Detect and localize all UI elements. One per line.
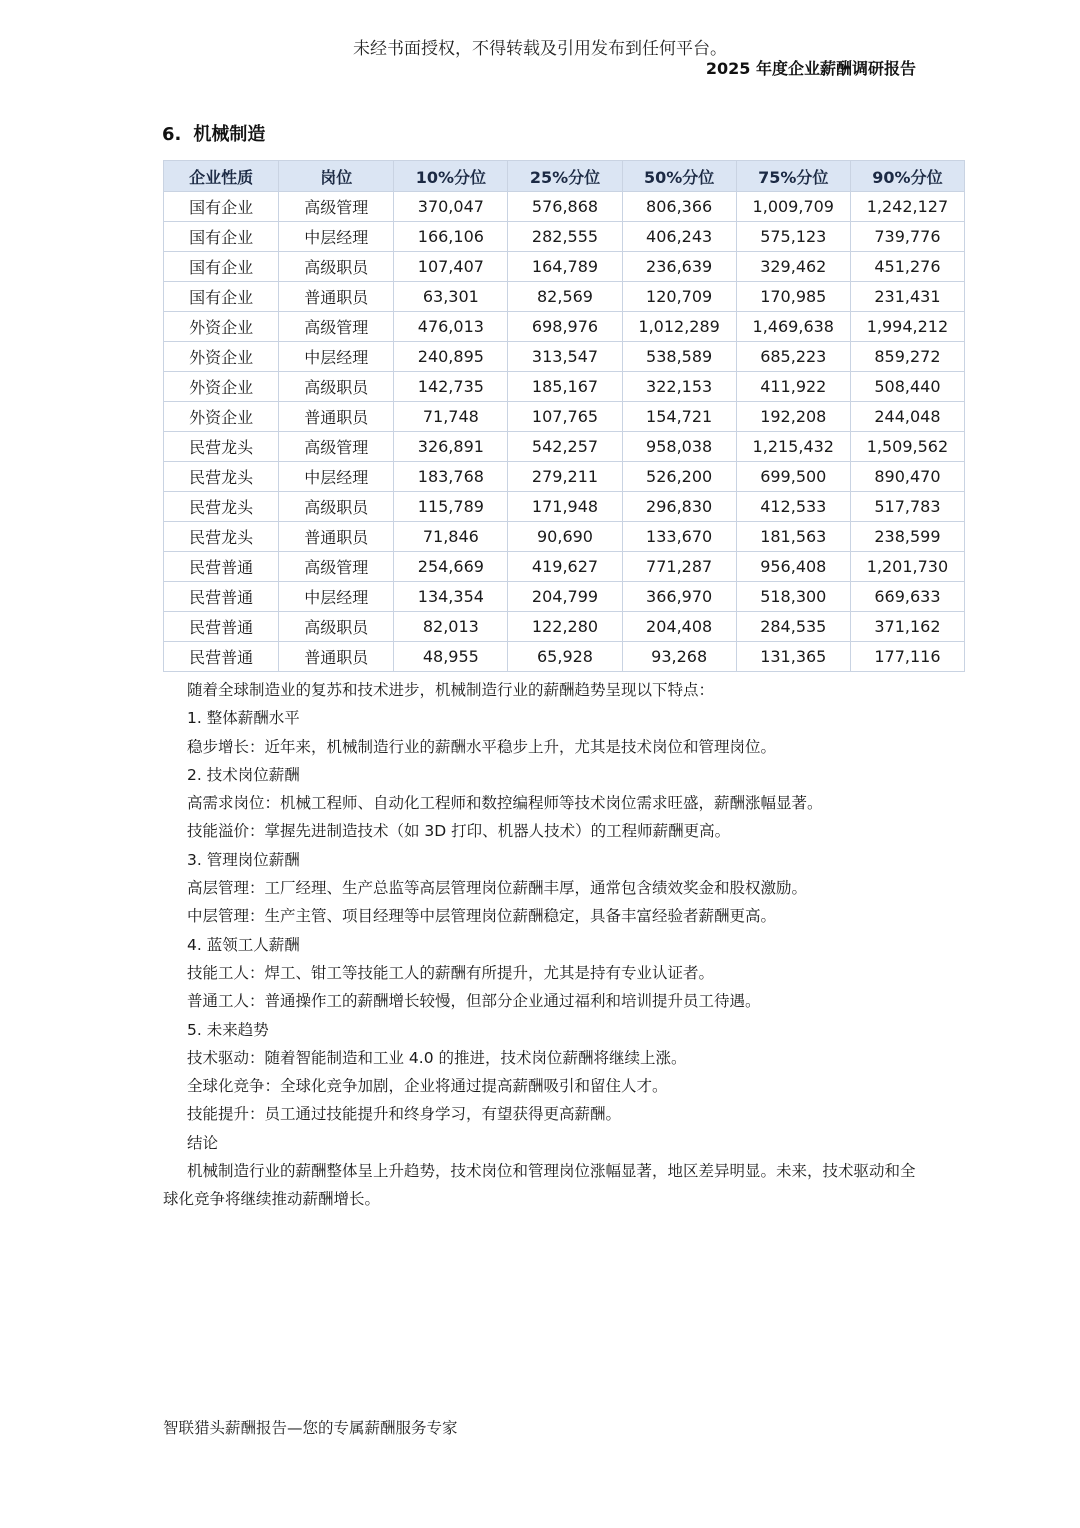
enterprise-type-cell: 国有企业 <box>164 192 279 222</box>
enterprise-type-cell: 民营龙头 <box>164 492 279 522</box>
p75-cell: 412,533 <box>736 492 850 522</box>
table-row <box>164 192 965 222</box>
p75-cell: 170,985 <box>736 282 850 312</box>
p10-cell: 107,407 <box>394 252 508 282</box>
p90-cell: 859,272 <box>850 342 964 372</box>
table-row <box>164 402 965 432</box>
position-cell: 高级管理 <box>279 192 394 222</box>
p90-cell: 244,048 <box>850 402 964 432</box>
p90-cell: 1,509,562 <box>850 432 964 462</box>
p90-cell: 669,633 <box>850 582 964 612</box>
p50-cell: 133,670 <box>622 522 736 552</box>
position-cell: 中层经理 <box>279 222 394 252</box>
p75-cell: 1,009,709 <box>736 192 850 222</box>
body-paragraph: 4. 蓝领工人薪酬 <box>187 935 300 954</box>
p90-cell: 739,776 <box>850 222 964 252</box>
position-cell: 中层经理 <box>279 582 394 612</box>
table-row <box>164 462 965 492</box>
enterprise-type-cell: 国有企业 <box>164 252 279 282</box>
enterprise-type-cell: 国有企业 <box>164 282 279 312</box>
p10-cell: 254,669 <box>394 552 508 582</box>
position-cell: 高级职员 <box>279 372 394 402</box>
p50-cell: 120,709 <box>622 282 736 312</box>
enterprise-type-cell: 民营普通 <box>164 582 279 612</box>
p25-cell: 279,211 <box>508 462 622 492</box>
p25-cell: 576,868 <box>508 192 622 222</box>
table-row <box>164 552 965 582</box>
p90-cell: 238,599 <box>850 522 964 552</box>
enterprise-type-cell: 外资企业 <box>164 342 279 372</box>
body-paragraph: 机械制造行业的薪酬整体呈上升趋势，技术岗位和管理岗位涨幅显著，地区差异明显。未来，技术驱动和全球化竞争将继续推动薪酬增长。 <box>163 1162 916 1209</box>
table-row <box>164 642 965 672</box>
enterprise-type-cell: 民营龙头 <box>164 522 279 552</box>
p10-cell: 476,013 <box>394 312 508 342</box>
p75-cell: 131,365 <box>736 642 850 672</box>
body-paragraph: 高需求岗位：机械工程师、自动化工程师和数控编程师等技术岗位需求旺盛，薪酬涨幅显著。 <box>187 794 823 813</box>
enterprise-type-cell: 民营普通 <box>164 552 279 582</box>
body-paragraph: 随着全球制造业的复苏和技术进步，机械制造行业的薪酬趋势呈现以下特点： <box>187 681 715 699</box>
p25-cell: 698,976 <box>508 312 622 342</box>
enterprise-type-cell: 外资企业 <box>164 312 279 342</box>
p90-cell: 890,470 <box>850 462 964 492</box>
position-cell: 普通职员 <box>279 522 394 552</box>
position-cell: 高级职员 <box>279 492 394 522</box>
table-row <box>164 342 965 372</box>
section-heading <box>162 120 265 146</box>
position-cell: 中层经理 <box>279 342 394 372</box>
enterprise-type-cell: 外资企业 <box>164 402 279 432</box>
position-cell: 高级职员 <box>279 252 394 282</box>
p10-cell: 166,106 <box>394 222 508 252</box>
analysis-text <box>163 676 923 1214</box>
p10-cell: 48,955 <box>394 642 508 672</box>
p50-cell: 1,012,289 <box>622 312 736 342</box>
p50-cell: 538,589 <box>622 342 736 372</box>
table-row <box>164 312 965 342</box>
p25-cell: 164,789 <box>508 252 622 282</box>
report-title: 2025 年度企业薪酬调研报告 <box>705 59 916 78</box>
p90-cell: 508,440 <box>850 372 964 402</box>
p25-cell: 171,948 <box>508 492 622 522</box>
enterprise-type-cell: 民营龙头 <box>164 432 279 462</box>
p50-cell: 406,243 <box>622 222 736 252</box>
header-p75: 75%分位 <box>736 161 850 192</box>
p10-cell: 134,354 <box>394 582 508 612</box>
body-paragraph: 3. 管理岗位薪酬 <box>187 850 300 869</box>
copyright-notice: 未经书面授权，不得转载及引用发布到任何平台。 <box>353 39 727 59</box>
p90-cell: 1,242,127 <box>850 192 964 222</box>
position-cell: 普通职员 <box>279 282 394 312</box>
p10-cell: 326,891 <box>394 432 508 462</box>
body-paragraph: 中层管理：生产主管、项目经理等中层管理岗位薪酬稳定，具备丰富经验者薪酬更高。 <box>187 907 777 926</box>
header-position: 岗位 <box>279 161 394 192</box>
table-row <box>164 582 965 612</box>
p75-cell: 685,223 <box>736 342 850 372</box>
p10-cell: 240,895 <box>394 342 508 372</box>
p25-cell: 107,765 <box>508 402 622 432</box>
enterprise-type-cell: 民营普通 <box>164 612 279 642</box>
p50-cell: 958,038 <box>622 432 736 462</box>
body-paragraph: 技能溢价：掌握先进制造技术（如 3D 打印、机器人技术）的工程师薪酬更高。 <box>187 822 731 841</box>
p50-cell: 322,153 <box>622 372 736 402</box>
p10-cell: 115,789 <box>394 492 508 522</box>
position-cell: 中层经理 <box>279 462 394 492</box>
p75-cell: 284,535 <box>736 612 850 642</box>
body-paragraph: 稳步增长：近年来，机械制造行业的薪酬水平稳步上升，尤其是技术岗位和管理岗位。 <box>187 737 777 756</box>
p10-cell: 82,013 <box>394 612 508 642</box>
footer-slogan: 智联猎头薪酬报告—您的专属薪酬服务专家 <box>163 1419 458 1437</box>
body-paragraph: 1. 整体薪酬水平 <box>187 709 300 728</box>
p10-cell: 71,748 <box>394 402 508 432</box>
p10-cell: 63,301 <box>394 282 508 312</box>
enterprise-type-cell: 民营普通 <box>164 642 279 672</box>
position-cell: 高级管理 <box>279 432 394 462</box>
p25-cell: 185,167 <box>508 372 622 402</box>
body-paragraph: 5. 未来趋势 <box>187 1020 269 1039</box>
p50-cell: 296,830 <box>622 492 736 522</box>
position-cell: 普通职员 <box>279 402 394 432</box>
p25-cell: 282,555 <box>508 222 622 252</box>
header-enterprise-type: 企业性质 <box>164 161 279 192</box>
enterprise-type-cell: 外资企业 <box>164 372 279 402</box>
p75-cell: 518,300 <box>736 582 850 612</box>
p75-cell: 1,469,638 <box>736 312 850 342</box>
position-cell: 高级管理 <box>279 312 394 342</box>
body-paragraph: 技能工人：焊工、钳工等技能工人的薪酬有所提升，尤其是持有专业认证者。 <box>187 963 715 982</box>
section-title: 机械制造 <box>193 124 266 145</box>
p75-cell: 411,922 <box>736 372 850 402</box>
p25-cell: 313,547 <box>508 342 622 372</box>
p25-cell: 65,928 <box>508 642 622 672</box>
table-body <box>164 192 965 672</box>
position-cell: 普通职员 <box>279 642 394 672</box>
p75-cell: 329,462 <box>736 252 850 282</box>
header-p50: 50%分位 <box>622 161 736 192</box>
table-row <box>164 372 965 402</box>
p90-cell: 371,162 <box>850 612 964 642</box>
p50-cell: 154,721 <box>622 402 736 432</box>
p90-cell: 231,431 <box>850 282 964 312</box>
p75-cell: 1,215,432 <box>736 432 850 462</box>
table-header-row <box>164 161 965 192</box>
table-row <box>164 252 965 282</box>
position-cell: 高级职员 <box>279 612 394 642</box>
p50-cell: 366,970 <box>622 582 736 612</box>
p50-cell: 93,268 <box>622 642 736 672</box>
p50-cell: 526,200 <box>622 462 736 492</box>
p90-cell: 177,116 <box>850 642 964 672</box>
p50-cell: 806,366 <box>622 192 736 222</box>
p25-cell: 82,569 <box>508 282 622 312</box>
body-paragraph: 高层管理：工厂经理、生产总监等高层管理岗位薪酬丰厚，通常包含绩效奖金和股权激励。 <box>187 879 808 898</box>
enterprise-type-cell: 民营龙头 <box>164 462 279 492</box>
p50-cell: 204,408 <box>622 612 736 642</box>
p75-cell: 181,563 <box>736 522 850 552</box>
body-paragraph: 技术驱动：随着智能制造和工业 4.0 的推进，技术岗位薪酬将继续上涨。 <box>187 1048 687 1067</box>
p25-cell: 542,257 <box>508 432 622 462</box>
p10-cell: 183,768 <box>394 462 508 492</box>
section-number: 6. <box>162 124 182 145</box>
table-row <box>164 612 965 642</box>
position-cell: 高级管理 <box>279 552 394 582</box>
header-p10: 10%分位 <box>394 161 508 192</box>
p25-cell: 204,799 <box>508 582 622 612</box>
p25-cell: 90,690 <box>508 522 622 552</box>
p10-cell: 370,047 <box>394 192 508 222</box>
p25-cell: 122,280 <box>508 612 622 642</box>
body-paragraph: 技能提升：员工通过技能提升和终身学习，有望获得更高薪酬。 <box>187 1105 622 1124</box>
table-row <box>164 522 965 552</box>
p90-cell: 451,276 <box>850 252 964 282</box>
salary-percentile-table <box>163 160 965 672</box>
p10-cell: 71,846 <box>394 522 508 552</box>
table-row <box>164 492 965 522</box>
p75-cell: 956,408 <box>736 552 850 582</box>
table-row <box>164 282 965 312</box>
p90-cell: 517,783 <box>850 492 964 522</box>
p75-cell: 192,208 <box>736 402 850 432</box>
body-paragraph: 2. 技术岗位薪酬 <box>187 765 300 784</box>
table-row <box>164 432 965 462</box>
enterprise-type-cell: 国有企业 <box>164 222 279 252</box>
p10-cell: 142,735 <box>394 372 508 402</box>
p50-cell: 236,639 <box>622 252 736 282</box>
header-p25: 25%分位 <box>508 161 622 192</box>
body-paragraph: 结论 <box>187 1133 219 1152</box>
p75-cell: 699,500 <box>736 462 850 492</box>
p75-cell: 575,123 <box>736 222 850 252</box>
p90-cell: 1,994,212 <box>850 312 964 342</box>
table-row <box>164 222 965 252</box>
body-paragraph: 普通工人：普通操作工的薪酬增长较慢，但部分企业通过福利和培训提升员工待遇。 <box>187 992 761 1011</box>
p90-cell: 1,201,730 <box>850 552 964 582</box>
p25-cell: 419,627 <box>508 552 622 582</box>
header-p90: 90%分位 <box>850 161 964 192</box>
p50-cell: 771,287 <box>622 552 736 582</box>
body-paragraph: 全球化竞争：全球化竞争加剧，企业将通过提高薪酬吸引和留住人才。 <box>187 1077 668 1096</box>
